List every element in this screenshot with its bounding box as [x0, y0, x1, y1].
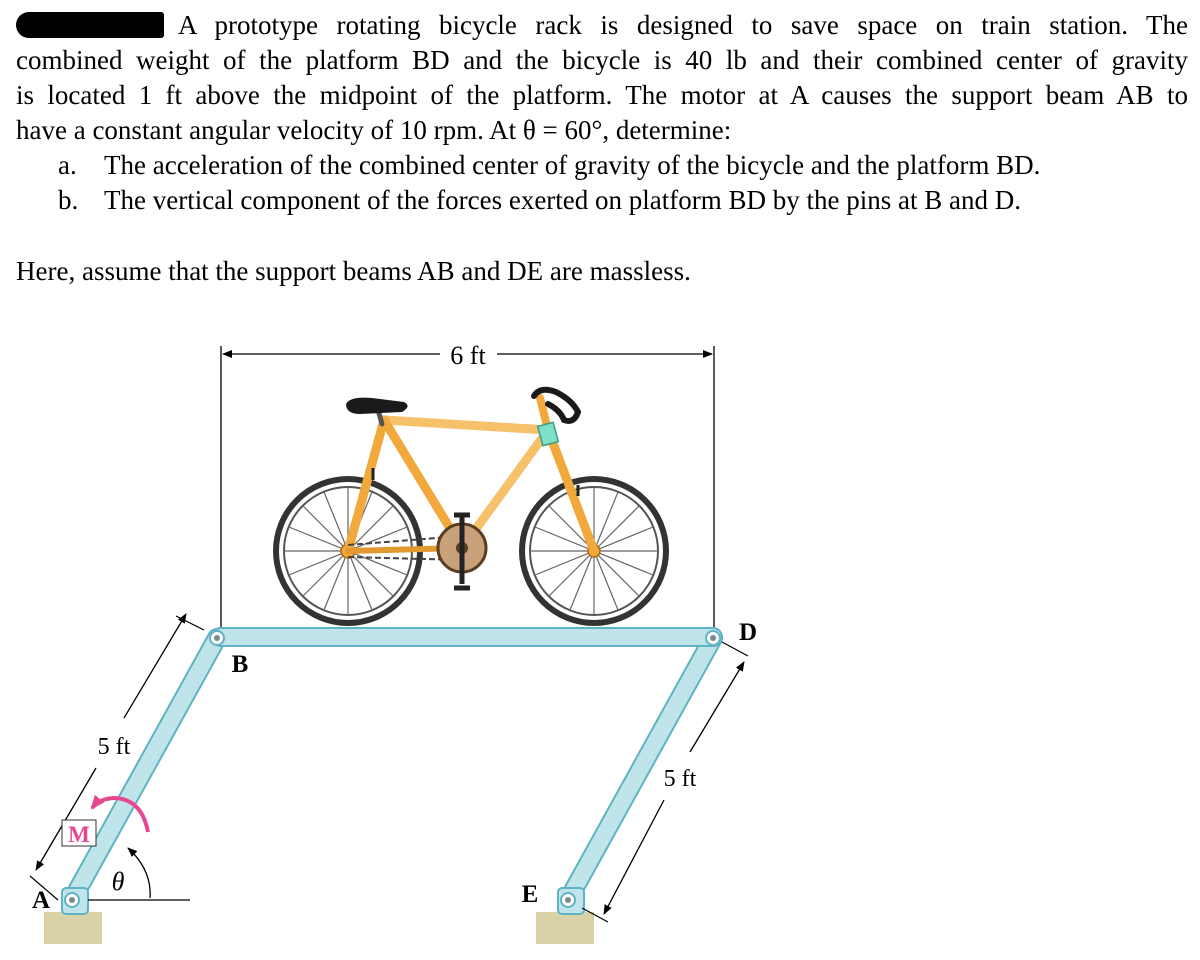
label-e: E: [521, 881, 539, 908]
problem-line-1: A prototype rotating bicycle rack is designed to save space on train station. The: [16, 8, 1188, 43]
pin-a: [62, 888, 88, 914]
assumption-note: Here, assume that the support beams AB and DE are massless.: [16, 256, 691, 286]
question-a: a. The acceleration of the combined center of gravity of the bicycle and the platform BD.: [58, 150, 1041, 180]
theta-arc: [128, 848, 150, 898]
problem-line-3: is located 1 ft above the midpoint of the platform. The motor at A causes the support beam AB to: [16, 80, 1188, 110]
ground-support-e: [536, 912, 594, 944]
problem-line-2: combined weight of the platform BD and the bicycle is 40 lb and their combined center of gravity: [16, 45, 1188, 75]
label-b: B: [231, 651, 249, 678]
support-beam-ab: [72, 638, 217, 900]
platform-bd: [212, 628, 722, 646]
dimension-ab-label: 5 ft: [97, 734, 131, 760]
pin-b: [210, 631, 224, 645]
dimension-de-label: 5 ft: [663, 766, 697, 792]
pin-d: [706, 631, 720, 645]
bicycle-saddle: [346, 398, 408, 414]
theta-label: θ: [111, 867, 125, 896]
dimension-top-label: 6 ft: [450, 341, 486, 370]
ground-support-a: [44, 912, 102, 944]
label-a: A: [31, 887, 51, 914]
pin-e: [558, 888, 584, 914]
problem-line-4: have a constant angular velocity of 10 rpm. At θ = 60°, determine:: [16, 115, 732, 145]
label-d: D: [738, 619, 758, 646]
moment-label: M: [68, 822, 90, 847]
bicycle: [276, 390, 666, 623]
question-b: b. The vertical component of the forces exerted on platform BD by the pins at B and D.: [58, 185, 1021, 215]
